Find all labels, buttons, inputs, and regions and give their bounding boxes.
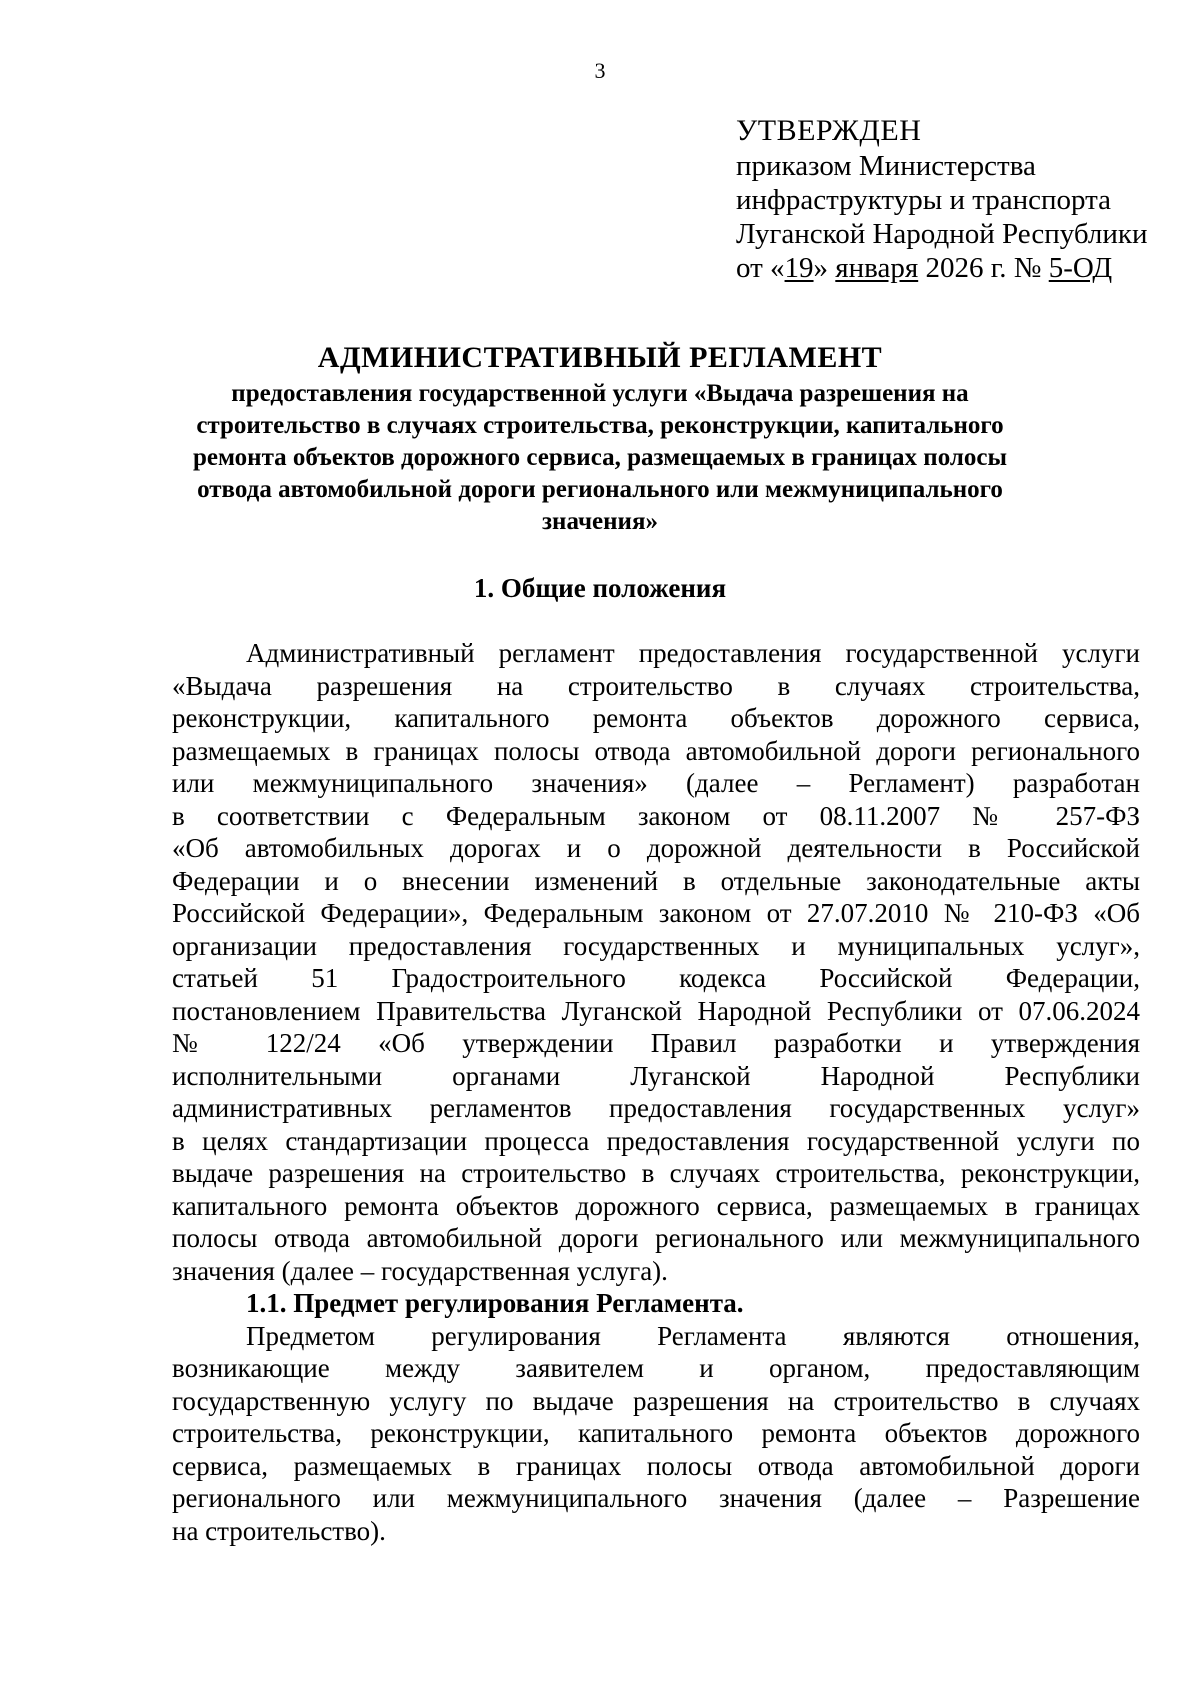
paragraph-line: в целях стандартизации процесса предоставления государственной услуги по	[172, 1125, 1140, 1156]
paragraph-line: возникающие между заявителем и органом, предоставляющим	[172, 1353, 1140, 1383]
paragraph-line: выдаче разрешения на строительство в случаях строительства, реконструкции,	[172, 1158, 1140, 1188]
date-day: 19	[784, 252, 814, 284]
approval-line-1: приказом Министерства	[736, 150, 1036, 182]
date-prefix: от «	[736, 252, 785, 284]
page-number: 3	[594, 58, 606, 83]
paragraph-line: значения (далее – государственная услуга).	[172, 1255, 668, 1286]
paragraph-line: № 122/24 «Об утверждении Правил разработки и утверждения	[172, 1028, 1140, 1058]
paragraph-line: исполнительными органами Луганской Народной Республики	[172, 1060, 1140, 1091]
date-separator: »	[813, 252, 836, 284]
paragraph-line: организации предоставления государственных и муниципальных услуг»,	[172, 930, 1140, 961]
paragraph-line: государственную услугу по выдаче разрешения на строительство в случаях	[172, 1385, 1140, 1416]
date-month: января	[835, 252, 919, 284]
paragraph-line: капитального ремонта объектов дорожного сервиса, размещаемых в границах	[172, 1190, 1140, 1221]
section-heading: 1. Общие положения	[473, 573, 727, 603]
subtitle-line: ремонта объектов дорожного сервиса, размещаемых в границах полосы	[192, 444, 1008, 471]
subtitle-line: строительство в случаях строительства, реконструкции, капитального	[196, 412, 1004, 439]
document-title-block	[160, 340, 1040, 538]
paragraph-line: регионального или межмуниципального значения (далее – Разрешение	[172, 1483, 1140, 1513]
paragraph-regulation-subject	[172, 1320, 1140, 1548]
document-title: АДМИНИСТРАТИВНЫЙ РЕГЛАМЕНТ	[317, 341, 883, 374]
paragraph-line: статьей 51 Градостроительного кодекса Российской Федерации,	[172, 963, 1140, 993]
paragraph-line: размещаемых в границах полосы отвода автомобильной дороги регионального	[172, 735, 1140, 766]
paragraph-line: реконструкции, капитального ремонта объектов дорожного сервиса,	[172, 703, 1140, 733]
paragraph-line: Административный регламент предоставления государственной услуги	[246, 638, 1140, 668]
subsection-heading: 1.1. Предмет регулирования Регламента.	[246, 1288, 744, 1318]
subtitle-line: значения»	[542, 508, 658, 535]
paragraph-line: полосы отвода автомобильной дороги регионального или межмуниципального	[172, 1223, 1140, 1253]
order-number: 5-ОД	[1048, 252, 1113, 284]
paragraph-general-provisions	[172, 637, 1140, 1287]
approval-heading: УТВЕРЖДЕН	[736, 114, 922, 147]
subtitle-line: предоставления государственной услуги «Выдача разрешения на	[231, 380, 969, 407]
paragraph-line: Федерации и о внесении изменений в отдельные законодательные акты	[172, 865, 1140, 896]
date-year-text: 2026 г. №	[918, 252, 1049, 284]
paragraph-line: на строительство).	[172, 1515, 386, 1546]
paragraph-line: строительства, реконструкции, капитального ремонта объектов дорожного	[172, 1418, 1140, 1448]
paragraph-line: Предметом регулирования Регламента являются отношения,	[246, 1320, 1140, 1351]
approval-line-3: Луганской Народной Республики	[736, 218, 1148, 250]
document-subtitle	[160, 378, 1040, 538]
paragraph-line: «Об автомобильных дорогах и о дорожной деятельности в Российской	[172, 833, 1140, 863]
approval-stamp-block	[736, 114, 1148, 285]
paragraph-line: постановлением Правительства Луганской Народной Республики от 07.06.2024	[172, 995, 1140, 1026]
approval-line-2: инфраструктуры и транспорта	[736, 184, 1112, 216]
paragraph-line: «Выдача разрешения на строительство в случаях строительства,	[172, 670, 1140, 701]
paragraph-line: сервиса, размещаемых в границах полосы отвода автомобильной дороги	[172, 1450, 1140, 1481]
document-body	[172, 637, 1140, 1547]
paragraph-line: в соответствии с Федеральным законом от 08.11.2007 № 257-ФЗ	[172, 800, 1140, 831]
paragraph-line: или межмуниципального значения» (далее – Регламент) разработан	[172, 768, 1140, 798]
approval-date-line	[736, 251, 1148, 285]
subtitle-line: отвода автомобильной дороги регионального или межмуниципального	[197, 476, 1003, 503]
paragraph-line: Российской Федерации», Федеральным законом от 27.07.2010 № 210-ФЗ «Об	[172, 898, 1140, 928]
paragraph-line: административных регламентов предоставления государственных услуг»	[172, 1093, 1140, 1123]
